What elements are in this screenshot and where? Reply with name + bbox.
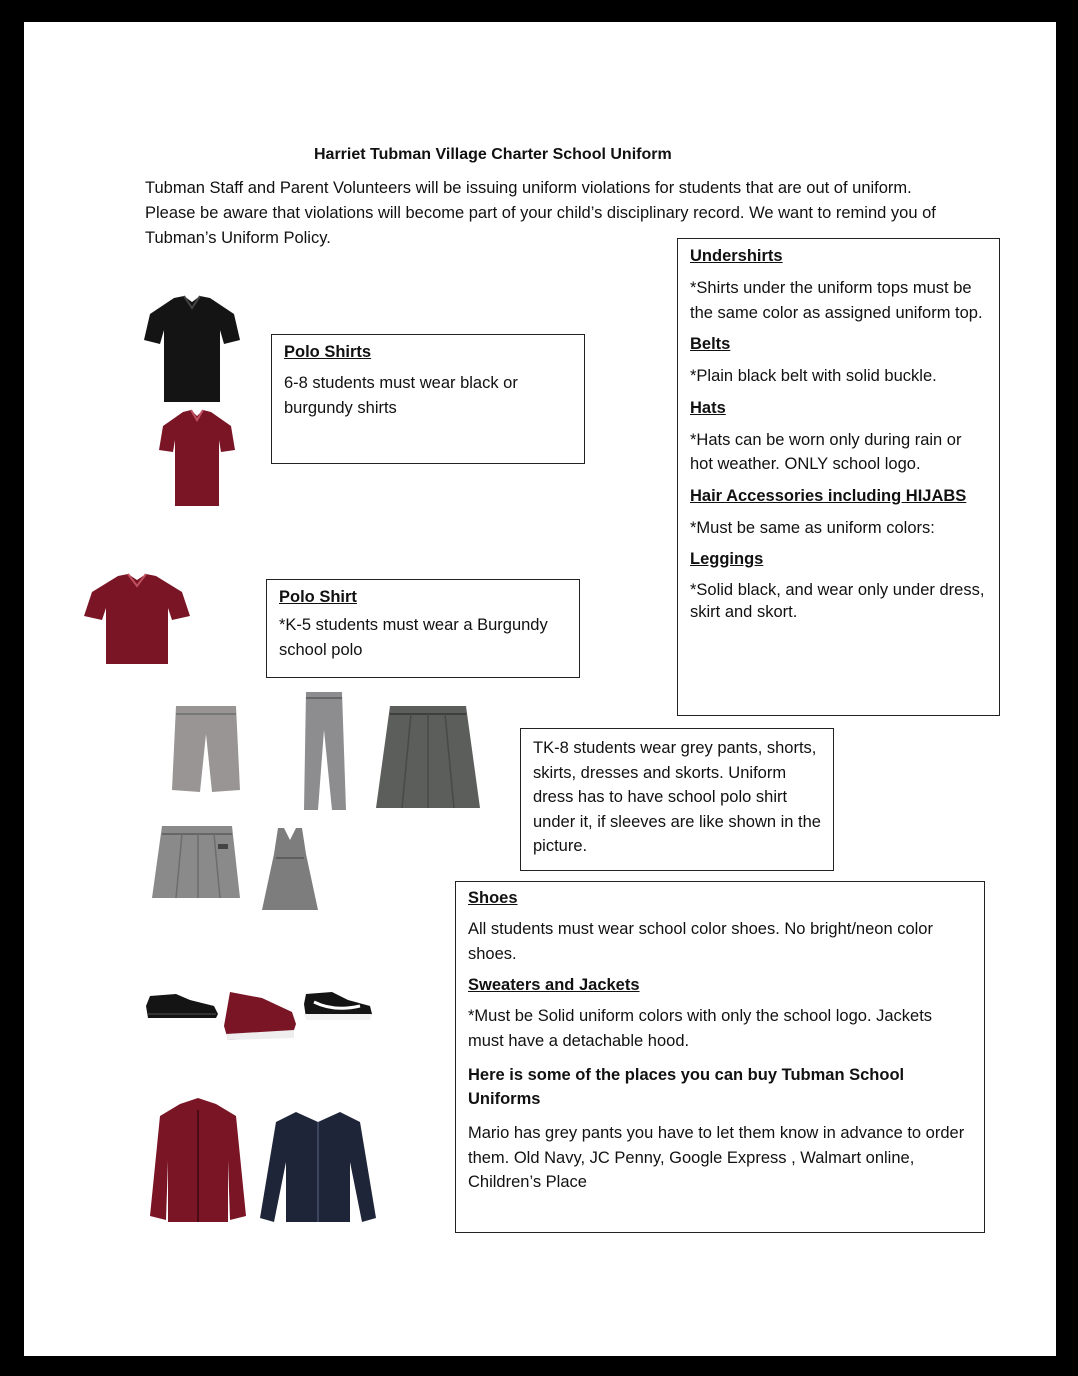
polo-68-text: 6-8 students must wear black or burgundy shirts xyxy=(284,374,518,417)
bottoms-text: TK-8 students wear grey pants, shorts, skirts, dresses and skorts. Uniform dress has to have school polo shirt under it, if sleeves are like shown in the picture. xyxy=(533,739,821,855)
shoes-box xyxy=(455,881,985,1233)
undershirts-heading: Undershirts xyxy=(690,247,783,265)
page-title: Harriet Tubman Village Charter School Uniform xyxy=(314,146,672,163)
buy-heading: Here is some of the places you can buy Tubman School Uniforms xyxy=(468,1066,905,1108)
belts-heading: Belts xyxy=(690,335,731,353)
polo-68-box xyxy=(271,334,585,464)
burgundy-sneaker-icon xyxy=(222,988,296,1042)
leggings-heading: Leggings xyxy=(690,550,764,568)
shoes-heading: Shoes xyxy=(468,889,518,907)
hats-heading: Hats xyxy=(690,398,726,417)
grey-shorts-icon xyxy=(172,704,240,794)
navy-cardigan-icon xyxy=(260,1108,376,1226)
bottoms-box xyxy=(520,728,834,871)
hair-heading: Hair Accessories including HIJABS xyxy=(690,486,967,505)
polo-k5-text: *K-5 students must wear a Burgundy school polo xyxy=(279,616,548,659)
black-sneaker-icon xyxy=(146,990,218,1020)
grey-skort-icon xyxy=(152,824,240,900)
polo-k5-heading: Polo Shirt xyxy=(279,588,357,606)
undershirts-text: *Shirts under the uniform tops must be the same color as assigned uniform top. xyxy=(690,279,983,322)
black-white-sneaker-icon xyxy=(304,990,372,1022)
hats-text: *Hats can be worn only during rain or hot weather. ONLY school logo. xyxy=(690,430,962,473)
shoes-text: All students must wear school color shoes. No bright/neon color shoes. xyxy=(468,920,933,963)
polo-68-heading: Polo Shirts xyxy=(284,343,372,361)
leggings-text: *Solid black, and wear only under dress, skirt and skort. xyxy=(690,581,985,621)
grey-skirt-icon xyxy=(376,704,480,810)
grey-dress-icon xyxy=(262,828,318,912)
black-polo-icon xyxy=(144,294,240,406)
buy-text: Mario has grey pants you have to let them know in advance to order them. Old Navy, JC Penny, Google Express , Walmart online, Children’s Place xyxy=(468,1124,965,1191)
hair-text: *Must be same as uniform colors: xyxy=(690,518,935,537)
document-page xyxy=(24,22,1056,1356)
rules-box xyxy=(677,238,1000,716)
sweaters-heading: Sweaters and Jackets xyxy=(468,976,640,994)
sweaters-text: *Must be Solid uniform colors with only the school logo. Jackets must have a detachable hood. xyxy=(468,1007,933,1050)
polo-k5-box xyxy=(266,579,580,678)
burgundy-polo-k5-icon xyxy=(84,572,190,666)
intro-paragraph: Tubman Staff and Parent Volunteers will be issuing uniform violations for students that are out of uniform. Please be aware that violations will become part of your child’s disciplinary record. We want to remind you of Tubman’s Uniform Policy. xyxy=(145,179,936,247)
burgundy-jacket-icon xyxy=(150,1098,246,1228)
belts-text: *Plain black belt with solid buckle. xyxy=(690,367,937,385)
burgundy-polo-icon xyxy=(159,408,235,510)
grey-pants-icon xyxy=(302,690,346,812)
